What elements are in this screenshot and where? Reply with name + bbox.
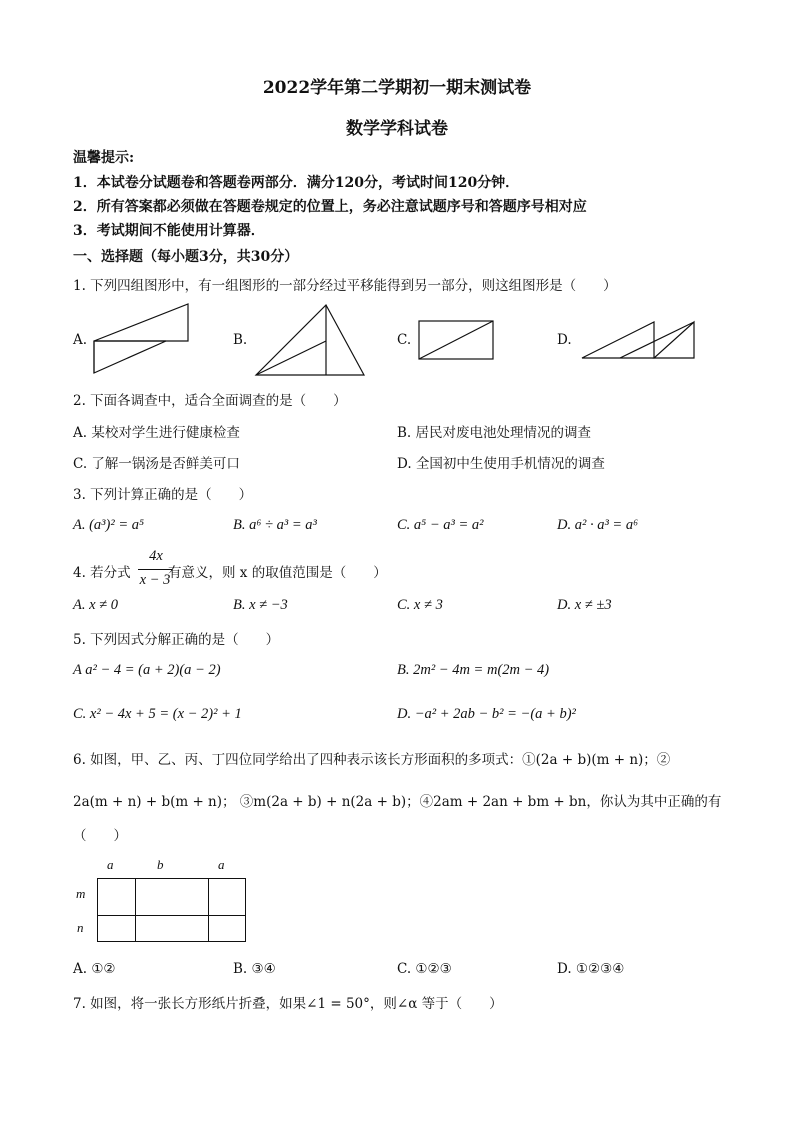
q4-stem-prefix: 4. 若分式 [73, 565, 131, 581]
q4-option-a: A. x ≠ 0 [73, 597, 119, 613]
q1-figure-c [418, 320, 496, 362]
q4-option-d: D. x ≠ ±3 [557, 597, 612, 613]
tip-item-2: 2．所有答案都必须做在答题卷规定的位置上，务必注意试题序号和答题序号相对应 [73, 199, 587, 215]
q6-option-d: D. ①②③④ [557, 961, 625, 977]
q6-rectangle-figure [97, 878, 246, 942]
q5-option-a: A a² − 4 = (a + 2)(a − 2) [73, 662, 221, 678]
q1-figure-a [90, 303, 190, 375]
q5-option-d: D. −a² + 2ab − b² = −(a + b)² [397, 706, 576, 722]
q6-option-a: A. ①② [73, 961, 116, 977]
q4-stem-suffix: 有意义，则 x 的取值范围是（ ） [168, 565, 387, 581]
q3-option-b: B. a⁶ ÷ a³ = a³ [233, 517, 317, 533]
q2-stem: 2. 下面各调查中，适合全面调查的是（ ） [73, 393, 347, 409]
q6-stem-line3: （ ） [73, 828, 127, 844]
q6-figure-label-a-left: a [107, 857, 114, 872]
q6-cell-bn [136, 916, 209, 942]
q1-label-b: B. [233, 332, 248, 348]
q6-cell-an2 [209, 916, 246, 942]
q5-option-b: B. 2m² − 4m = m(2m − 4) [397, 662, 550, 678]
q4-fraction-numerator: 4x [149, 548, 163, 564]
q6-stem-line2: 2a(m + n) + b(m + n)； ③m(2a + b) + n(2a + b)；④2am + 2an + bm + bn，你认为其中正确的有 [73, 794, 722, 810]
q6-cell-am2 [209, 879, 246, 916]
section-heading: 一、选择题（每小题3分，共30分） [73, 249, 299, 265]
q1-figure-d [580, 320, 698, 362]
q6-figure-label-a-right: a [218, 857, 225, 872]
q6-figure-label-n: n [77, 920, 84, 935]
q3-option-d: D. a² · a³ = a⁶ [557, 517, 639, 533]
q6-option-c: C. ①②③ [397, 961, 452, 977]
q6-stem-line1: 6. 如图，甲、乙、丙、丁四位同学给出了四种表示该长方形面积的多项式：①(2a + b)(m + n)；② [73, 752, 671, 768]
tips-heading: 温馨提示: [73, 150, 135, 166]
q1-label-d: D. [557, 332, 572, 348]
q2-option-c: C. 了解一锅汤是否鲜美可口 [73, 456, 240, 472]
q1-label-a: A. [73, 332, 88, 348]
q6-cell-bm [136, 879, 209, 916]
tip-item-3: 3．考试期间不能使用计算器． [73, 223, 265, 239]
q2-option-d: D. 全国初中生使用手机情况的调查 [397, 456, 605, 472]
q1-label-c: C. [397, 332, 412, 348]
q3-option-c: C. a⁵ − a³ = a² [397, 517, 484, 533]
q4-option-b: B. x ≠ −3 [233, 597, 288, 613]
q6-figure-label-m: m [76, 886, 86, 901]
q4-fraction-denominator: x − 3 [139, 572, 171, 588]
q3-option-a: A. (a³)² = a⁵ [73, 517, 145, 533]
q4-fraction-bar [138, 569, 172, 570]
page-subtitle: 数学学科试卷 [346, 119, 448, 139]
tip-item-1: 1．本试卷分试题卷和答题卷两部分．满分120分，考试时间120分钟． [73, 175, 520, 191]
q5-stem: 5. 下列因式分解正确的是（ ） [73, 632, 280, 648]
q2-option-a: A. 某校对学生进行健康检查 [73, 425, 240, 441]
q7-stem: 7. 如图，将一张长方形纸片折叠，如果∠1 = 50°，则∠α 等于（ ） [73, 996, 503, 1012]
q4-option-c: C. x ≠ 3 [397, 597, 443, 613]
q1-stem: 1. 下列四组图形中，有一组图形的一部分经过平移能得到另一部分，则这组图形是（ ） [73, 278, 617, 294]
q6-cell-am [98, 879, 136, 916]
q6-cell-an [98, 916, 136, 942]
q3-stem: 3. 下列计算正确的是（ ） [73, 487, 253, 503]
q6-option-b: B. ③④ [233, 961, 276, 977]
q2-option-b: B. 居民对废电池处理情况的调查 [397, 425, 592, 441]
page-title: 2022学年第二学期初一期末测试卷 [262, 78, 532, 98]
q5-option-c: C. x² − 4x + 5 = (x − 2)² + 1 [73, 706, 242, 722]
q6-figure-label-b: b [157, 857, 164, 872]
q1-figure-b [254, 303, 366, 377]
